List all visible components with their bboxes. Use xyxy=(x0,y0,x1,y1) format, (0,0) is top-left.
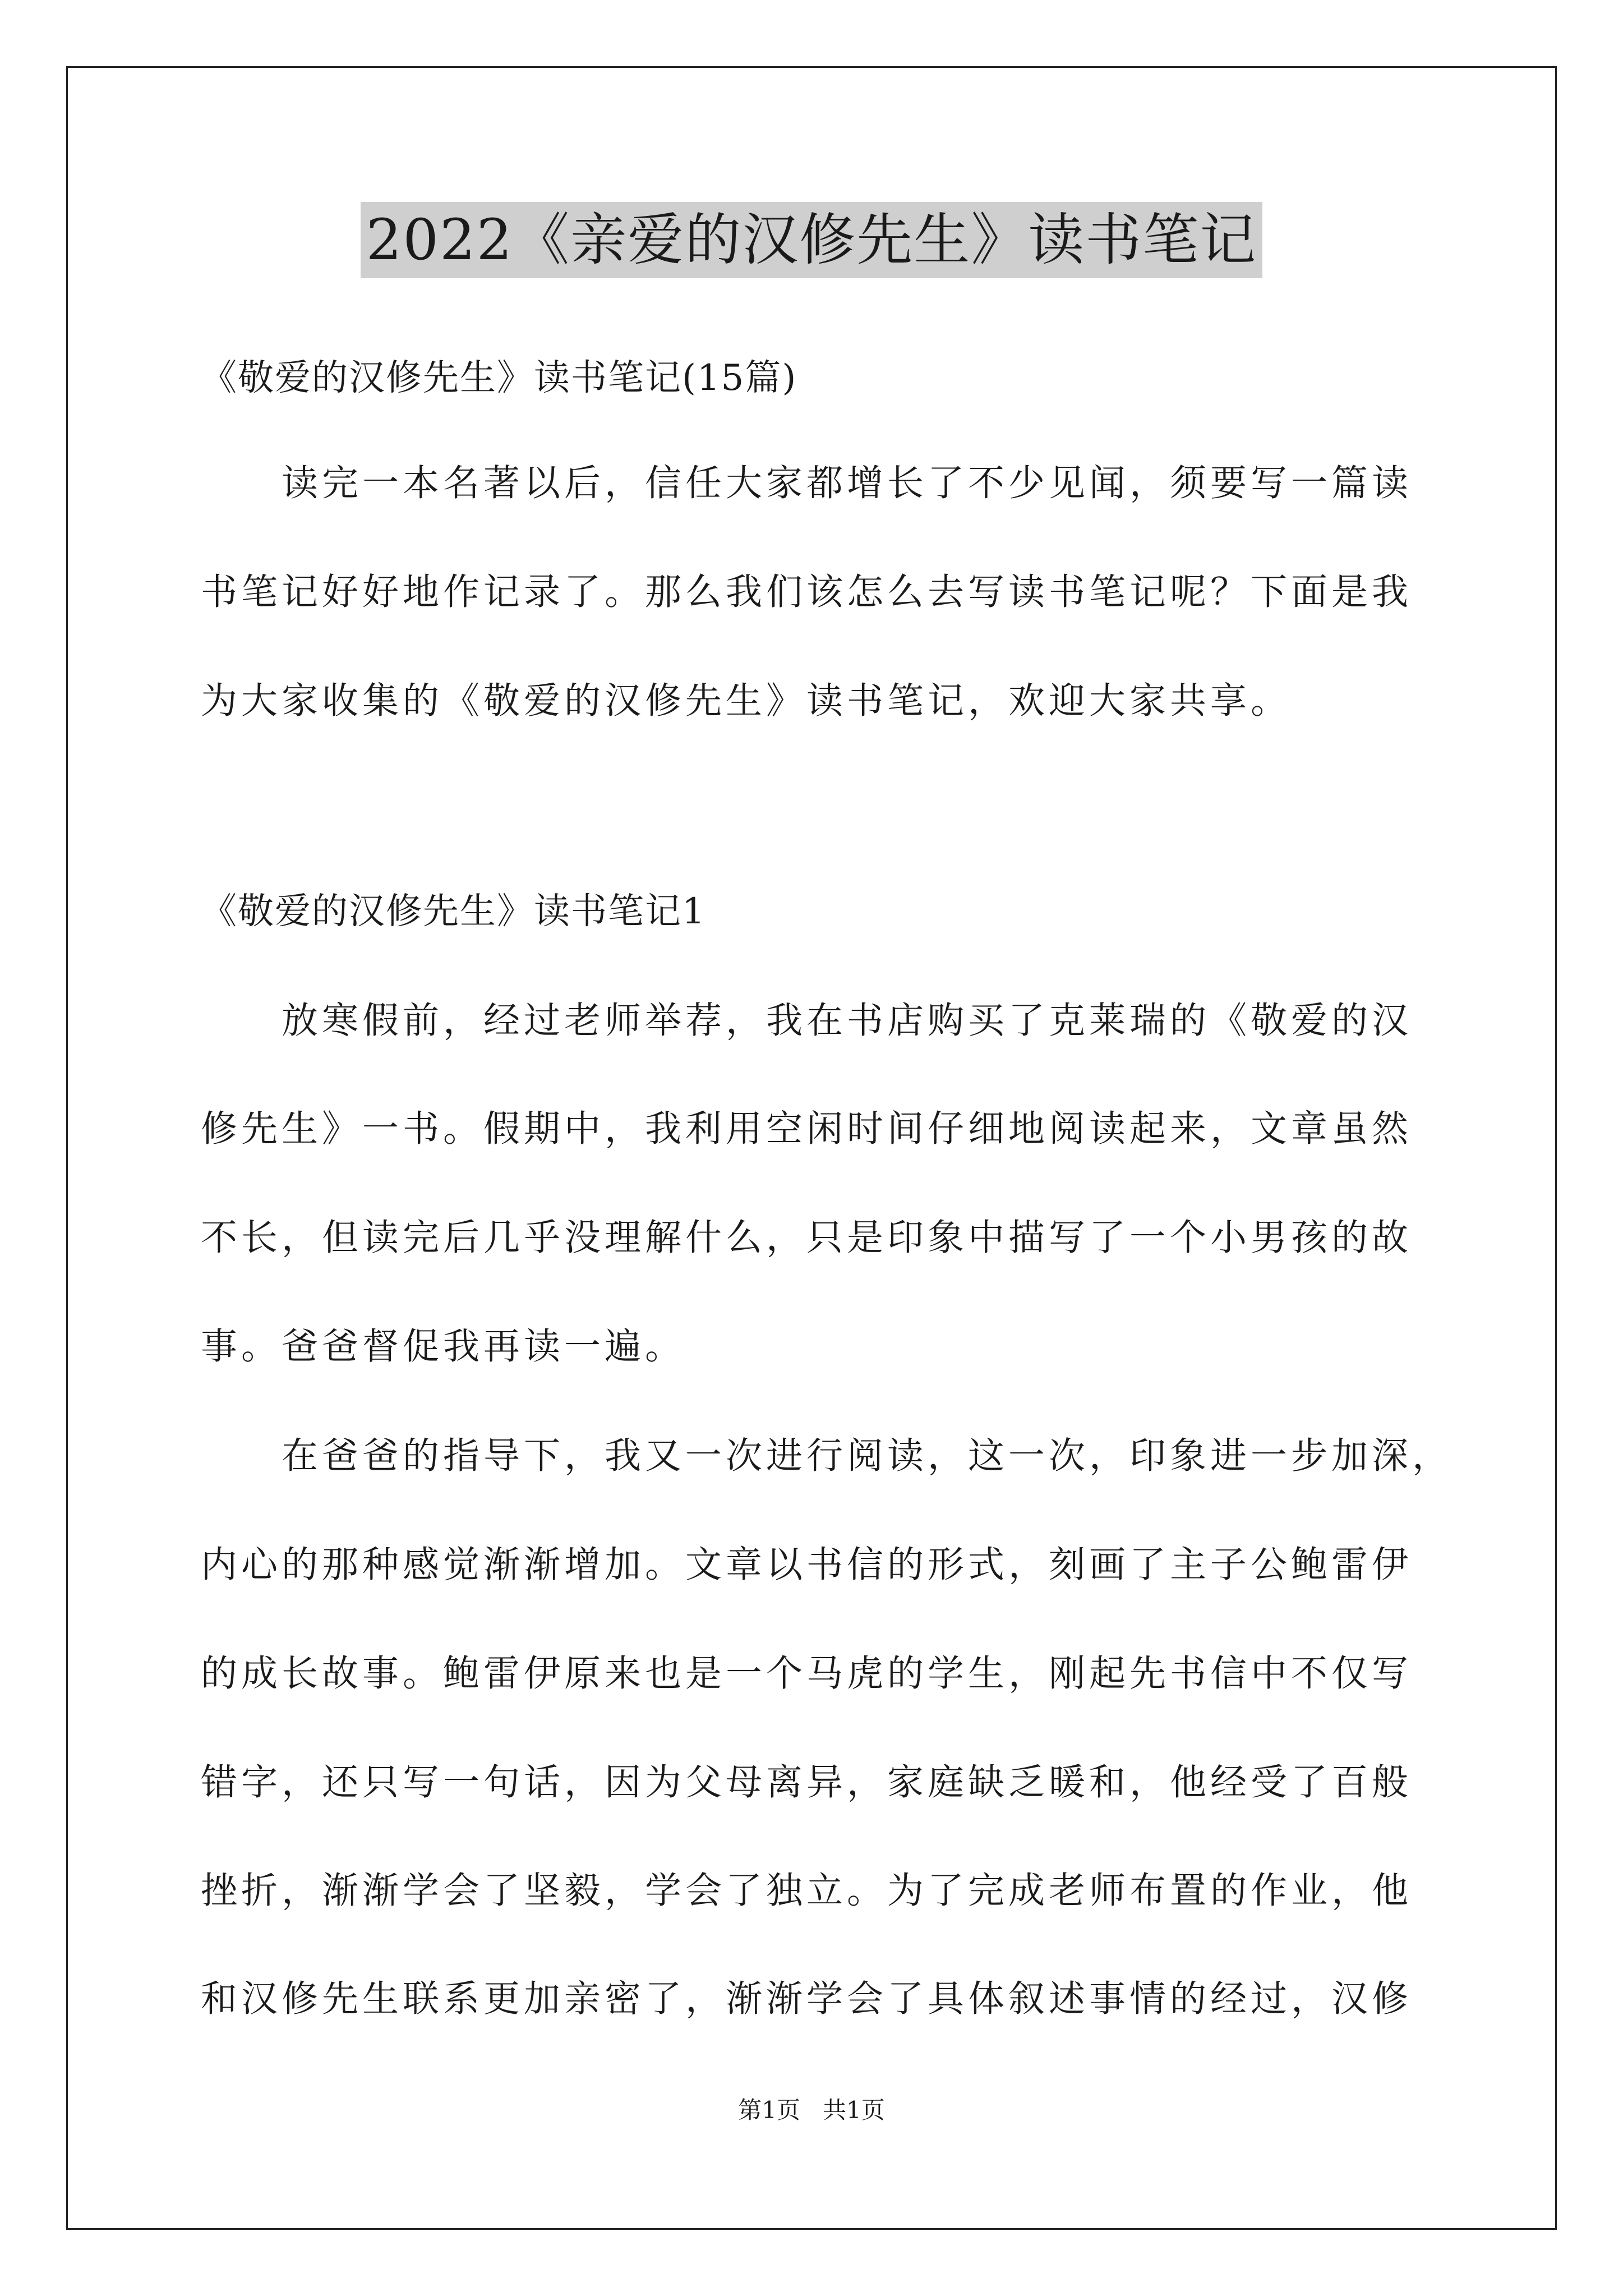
page-number-footer: 第1页 共1页 xyxy=(738,2096,885,2124)
paragraph1-line-2: 修先生》一书。假期中，我利用空闲时间仔细地阅读起来，文章虽然 xyxy=(201,1108,1413,1150)
intro-line-1: 读完一本名著以后，信任大家都增长了不少见闻，须要写一篇读 xyxy=(282,462,1413,504)
section-heading: 《敬爱的汉修先生》读书笔记1 xyxy=(201,891,706,932)
document-subtitle: 《敬爱的汉修先生》读书笔记(15篇) xyxy=(201,357,797,399)
document-title: 2022《亲爱的汉修先生》读书笔记 xyxy=(361,202,1263,278)
intro-line-3: 为大家收集的《敬爱的汉修先生》读书笔记，欢迎大家共享。 xyxy=(201,680,1292,722)
paragraph2-line-1: 在爸爸的指导下，我又一次进行阅读，这一次，印象进一步加深， xyxy=(282,1435,1453,1477)
paragraph1-line-3: 不长，但读完后几乎没理解什么，只是印象中描写了一个小男孩的故 xyxy=(201,1217,1413,1259)
paragraph2-line-5: 挫折，渐渐学会了坚毅，学会了独立。为了完成老师布置的作业，他 xyxy=(201,1870,1413,1912)
paragraph2-line-4: 错字，还只写一句话，因为父母离异，家庭缺乏暖和，他经受了百般 xyxy=(201,1761,1413,1803)
intro-line-2: 书笔记好好地作记录了。那么我们该怎么去写读书笔记呢？下面是我 xyxy=(201,571,1413,613)
paragraph1-line-4: 事。爸爸督促我再读一遍。 xyxy=(201,1326,686,1368)
paragraph2-line-2: 内心的那种感觉渐渐增加。文章以书信的形式，刻画了主子公鲍雷伊 xyxy=(201,1544,1413,1586)
title-container xyxy=(0,202,1623,278)
paragraph2-line-3: 的成长故事。鲍雷伊原来也是一个马虎的学生，刚起先书信中不仅写 xyxy=(201,1653,1413,1695)
paragraph2-line-6: 和汉修先生联系更加亲密了，渐渐学会了具体叙述事情的经过，汉修 xyxy=(201,1978,1413,2020)
paragraph1-line-1: 放寒假前，经过老师举荐，我在书店购买了克莱瑞的《敬爱的汉 xyxy=(282,1000,1413,1042)
